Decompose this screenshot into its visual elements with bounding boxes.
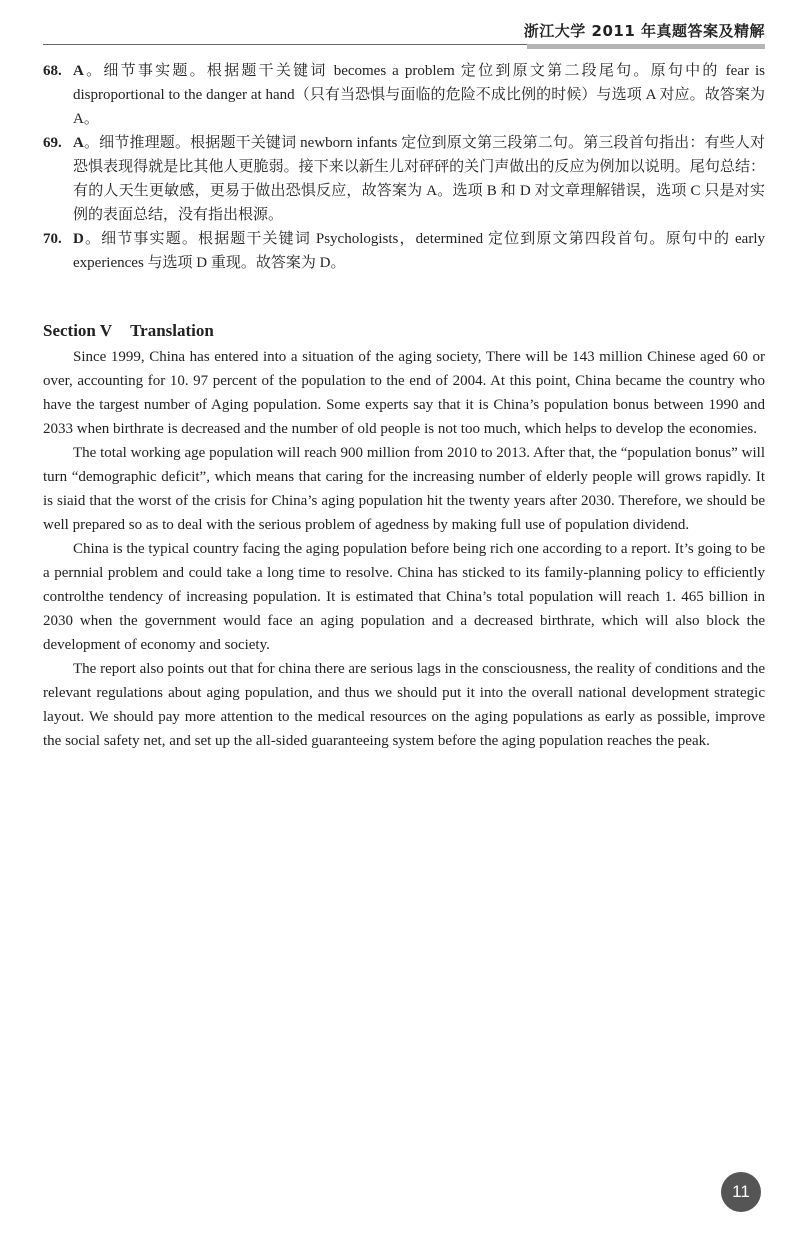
page-content xyxy=(43,59,765,753)
section-heading xyxy=(43,319,765,343)
translation-paragraph: The total working age population will reach 900 million from 2010 to 2013. After that, the “population bonus” will turn “demographic deficit”, which means that caring for the increasing number of elderly people will grows rapidly. It is siaid that the worst of the crisis for China’s aging population hit the twenty years after 2030. Therefore, we should be well prepared so as to deal with the serious problem of agedness by making full use of population dividend. xyxy=(43,445,765,533)
item-number: 70. xyxy=(43,231,62,247)
item-number: 68. xyxy=(43,63,62,79)
header-rule-bar xyxy=(527,44,765,49)
item-number: 69. xyxy=(43,135,62,151)
translation-paragraph: China is the typical country facing the aging population before being rich one according to a report. It’s going to be a pernnial problem and could take a long time to resolve. China has sticked to its family-planning policy to efficiently controlthe tendency of increasing population. It is estimated that China’s total population will reach 1. 465 billion in 2030 when the government would face an aging population and a decreased birthrate, which will also block the development of economy and society. xyxy=(43,541,765,653)
item-answer: D xyxy=(73,231,84,247)
answer-item-69 xyxy=(43,131,765,227)
translation-paragraph: The report also points out that for china there are serious lags in the consciousness, the reality of conditions and the relevant regulations about aging population, and thus we should put it into the overall national development strategic layout. We should pay more attention to the medical resources on the aging populations as early as possible, improve the social safety net, and set up the all-sided guaranteeing system before the aging population reaches the peak. xyxy=(43,661,765,749)
item-explanation: 。细节事实题。根据题干关键词 Psychologists，determined 定位到原文第四段首句。原句中的 early experiences 与选项 D 重现。故答案为 D。 xyxy=(73,231,765,271)
section-title: Translation xyxy=(130,321,214,340)
item-explanation: 。细节推理题。根据题干关键词 newborn infants 定位到原文第三段第二句。第三段首句指出：有些人对恐惧表现得就是比其他人更脆弱。接下来以新生儿对砰砰的关门声做出的反应为例加以说明。尾句总结：有的人天生更敏感，更易于做出恐惧反应，故答案为 A。选项 B 和 D 对文章理解错误，选项 C 只是对实例的表面总结，没有指出根源。 xyxy=(73,135,765,223)
header-title: 浙江大学 2011 年真题答案及精解 xyxy=(523,22,765,40)
item-answer: A xyxy=(73,63,84,79)
item-answer: A xyxy=(73,135,84,151)
translation-paragraph: Since 1999, China has entered into a situation of the aging society, There will be 143 million Chinese aged 60 or over, accounting for 10. 97 percent of the population to the end of 2004. At this point, China became the country who have the targest number of Aging population. Some experts say that it is China’s population bonus between 1990 and 2033 when birthrate is decreased and the number of old people is not too much, which helps to develop the economies. xyxy=(43,349,765,437)
item-explanation: 。细节事实题。根据题干关键词 becomes a problem 定位到原文第二段尾句。原句中的 fear is disproportional to the danger at hand（只有当恐惧与面临的危险不成比例的时候）与选项 A 对应。故答案为 A。 xyxy=(73,63,765,127)
page-number: 11 xyxy=(721,1172,761,1212)
answer-item-70 xyxy=(43,227,765,275)
answer-item-68 xyxy=(43,59,765,131)
section-label: Section V xyxy=(43,321,113,340)
